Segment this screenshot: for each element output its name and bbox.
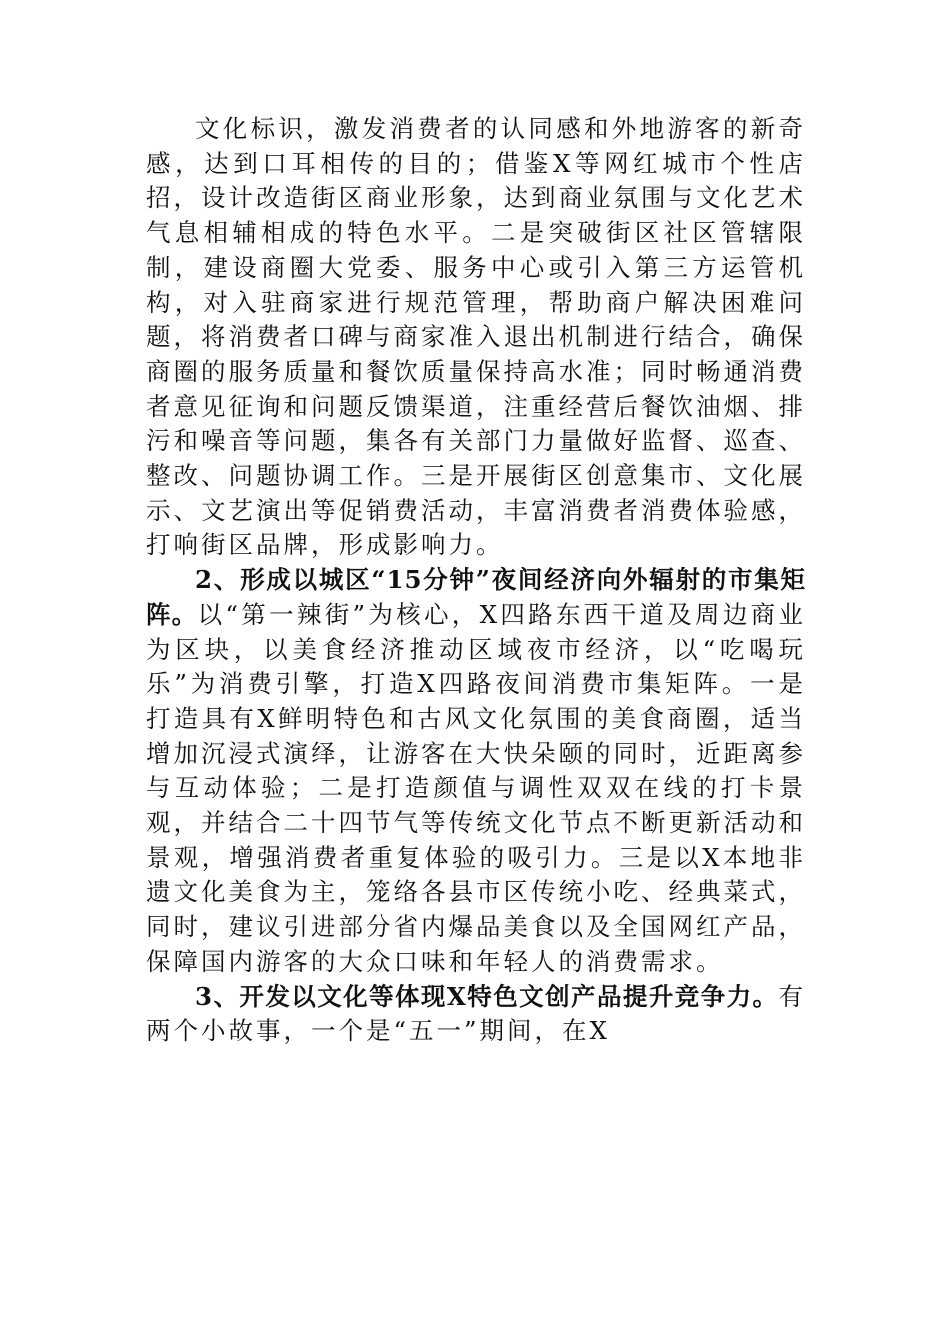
paragraph-2-text: 以“第一辣街”为核心，X四路东西干道及周边商业为区块，以美食经济推动区域夜市经济，以“吃喝玩乐”为消费引擎，打造X四路夜间消费市集矩阵。一是打造具有X鲜明特色和古风文化氛围的美食商圈，适当增加沉浸式演绎，让游客在大快朵颐的同时，近距离参与互动体验；二是打造颜值与调性双双在线的打卡景观，并结合二十四节气等传统文化节点不断更新活动和景观，增强消费者重复体验的吸引力。三是以X本地非遗文化美食为主，笼络各县市区传统小吃、经典菜式，同时，建议引进部分省内爆品美食以及全国网红产品，保障国内游客的大众口味和年轻人的消费需求。 (146, 599, 806, 976)
paragraph-3-heading: 3、开发以文化等体现X特色文创产品提升竞争力。 (195, 981, 779, 1011)
paragraph-1-text: 文化标识，激发消费者的认同感和外地游客的新奇感，达到口耳相传的目的；借鉴X等网红城市个性店招，设计改造街区商业形象，达到商业氛围与文化艺术气息相辅相成的特色水平。二是突破街区社区管辖限制，建设商圈大党委、服务中心或引入第三方运管机构，对入驻商家进行规范管理，帮助商户解决困难问题，将消费者口碑与商家准入退出机制进行结合，确保商圈的服务质量和餐饮质量保持高水准；同时畅通消费者意见征询和问题反馈渠道，注重经营后餐饮油烟、排污和噪音等问题，集各有关部门力量做好监督、巡查、整改、问题协调工作。三是开展街区创意集市、文化展示、文艺演出等促销费活动，丰富消费者消费体验感，打响街区品牌，形成影响力。 (146, 114, 806, 560)
paragraph-3-text: 有两个小故事，一个是“五一”期间，在X (146, 981, 806, 1046)
paragraph-3 (146, 980, 806, 1049)
document-body (146, 112, 806, 1049)
paragraph-1 (146, 112, 806, 563)
paragraph-2 (146, 563, 806, 979)
paragraph-2-heading: 2、形成以城区“15分钟”夜间经济向外辐射的市集矩阵。 (146, 565, 806, 629)
